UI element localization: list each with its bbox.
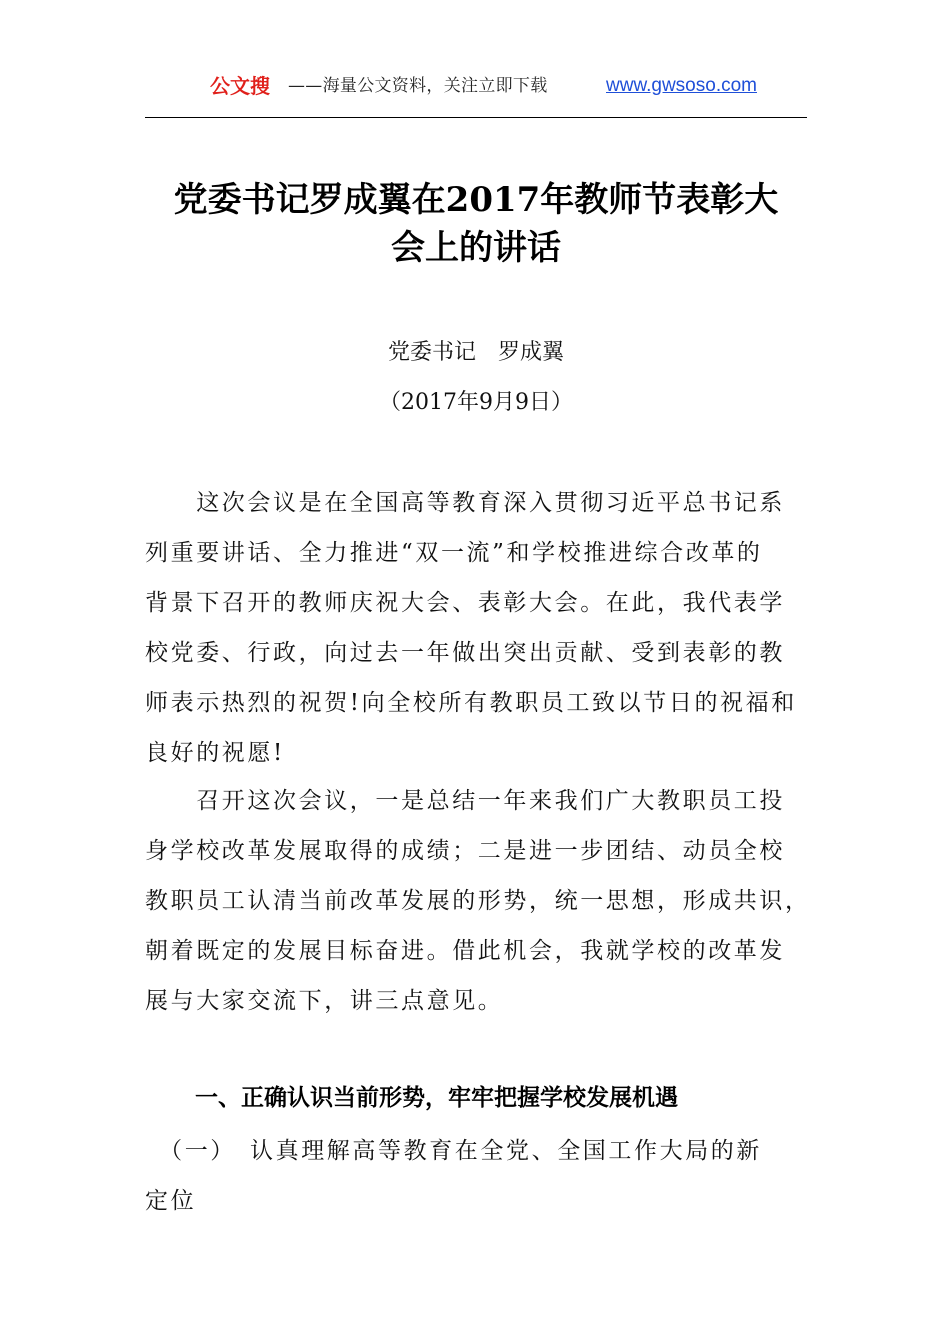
header-tagline: ——海量公文资料，关注立即下载 [288,76,548,96]
paragraph-line: 良好的祝愿! [145,740,285,766]
subsection-line: 定位 [145,1188,197,1214]
author-byline: 党委书记 罗成翼 [387,340,564,365]
subsection-line: （一） 认真理解高等教育在全党、全国工作大局的新 [145,1138,762,1164]
header-divider [145,117,807,118]
paragraph-line: 朝着既定的发展目标奋进。借此机会，我就学校的改革发 [145,938,785,964]
body-paragraph [145,776,811,1026]
title-line: 会上的讲话 [391,228,561,268]
paragraph-line: 召开这次会议，一是总结一年来我们广大教职员工投 [145,788,785,814]
subsection-heading [145,1126,807,1226]
paragraph-line: 教职员工认清当前改革发展的形势，统一思想，形成共识， [145,888,811,914]
paragraph-line: 列重要讲话、全力推进“双一流”和学校推进综合改革的 [145,540,763,566]
paragraph-line: 师表示热烈的祝贺!向全校所有教职员工致以节日的祝福和 [145,690,797,716]
paragraph-line: 展与大家交流下，讲三点意见。 [145,988,504,1014]
brand-logo-text: 公文搜 [210,74,270,98]
website-link[interactable]: www.gwsoso.com [606,75,757,96]
paragraph-line: 校党委、行政，向过去一年做出突出贡献、受到表彰的教 [145,640,785,666]
page-header [145,72,807,102]
body-paragraph [145,478,807,778]
paragraph-line: 这次会议是在全国高等教育深入贯彻习近平总书记系 [145,490,785,516]
speech-date: （2017年9月9日） [379,390,573,415]
section-heading: 一、正确认识当前形势，牢牢把握学校发展机遇 [195,1085,678,1111]
document-title [145,176,807,272]
paragraph-line: 身学校改革发展取得的成绩；二是进一步团结、动员全校 [145,838,785,864]
title-line: 党委书记罗成翼在2017年教师节表彰大 [173,180,779,220]
paragraph-line: 背景下召开的教师庆祝大会、表彰大会。在此，我代表学 [145,590,785,616]
